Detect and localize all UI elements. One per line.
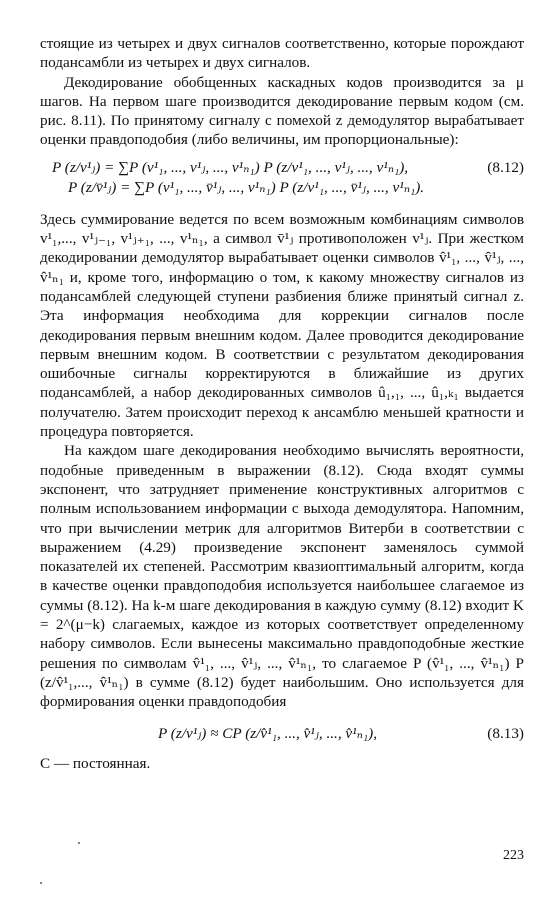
- equation-8-13-text: P (z/v¹ⱼ) ≈ CP (z/v̂¹₁, ..., v̂¹ⱼ, ..., v̂¹ₙ₁),: [158, 724, 378, 742]
- closing-line: C — постоянная.: [40, 754, 151, 772]
- paragraph-summation: Здесь суммирование ведется по всем возможным комбинациям символов v¹₁,..., v¹ⱼ₋₁, v¹ⱼ₊₁, ..., v¹ₙ₁, а символ v̄¹ⱼ противоположен v¹ⱼ. При жестком декодировании демодулятор вырабатывает оценки символов v̂¹₁, ..., v̂¹ⱼ, ..., v̂¹ₙ₁ и, кроме того, информацию о том, к какому множеству сигналов из подансамблей следующей ступени разбиения ближе принятый сигнал z. Эта информация необходима для коррекции сигналов после декодирования первым внешним кодом. Далее проводится декодирование первым внешним кодом. В соответствии с результатом декодирования ошибочные сигналы корректируются в ближайшие из других подансамблей, а набор декодированных символов û₁,₁, ..., û₁,ₖ₁ выдается получателю. Затем происходит переход к ансамблю меньшей кратности и процедура повторяется.: [40, 210, 524, 441]
- equation-8-12-line1: [40, 158, 524, 178]
- equation-8-12-line2: [40, 178, 524, 198]
- equation-8-13-number: (8.13): [487, 724, 524, 742]
- equation-8-13: [40, 724, 524, 744]
- equation-8-12-line1-text: P (z/v¹ⱼ) = ∑P (v¹₁, ..., v¹ⱼ, ..., v¹ₙ₁) P (z/v¹₁, ..., v¹ⱼ, ..., v¹ₙ₁),: [52, 158, 409, 176]
- speck-mark: [40, 882, 42, 884]
- text-top-fragment: стоящие из четырех и двух сигналов соответственно, которые порождают подансамбли из четырех и двух сигналов.: [40, 35, 524, 72]
- equation-8-12-number: (8.12): [487, 158, 524, 176]
- paragraph-decoding-intro: Декодирование обобщенных каскадных кодов производится за μ шагов. На первом шаге производится декодирование первым кодом (см. рис. 8.11). По принятому сигналу с помехой z демодулятор вырабатывает оценки правдоподобия (либо величины, им пропорциональные):: [40, 73, 524, 149]
- paragraph-quasioptimal: На каждом шаге декодирования необходимо вычислять вероятности, подобные приведенным в выражении (8.12). Сюда входят суммы экспонент, что затрудняет применение конструктивных алгоритмов с полным использованием информации с выхода демодулятора. Напомним, что при вычислении метрик для алгоритмов Витерби в соответствии с выражением (4.29) произведение экспонент заменялось суммой показателей их степеней. Рассмотрим квазиоптимальный алгоритм, когда в качестве оценки правдоподобия используется наибольшее слагаемое из суммы (8.12). На k-м шаге декодирования в каждую сумму (8.12) входит K = 2^(μ−k) слагаемых, каждое из которых соответствует определенному набору символов. Если вынесены максимально правдоподобные жесткие решения по символам v̂¹₁, ..., v̂¹ⱼ, ..., v̂¹ₙ₁, то слагаемое P (v̂¹₁, ..., v̂¹ₙ₁) P (z/v̂¹₁,..., v̂¹ₙ₁) в сумме (8.12) будет наибольшим. Оно используется для формирования оценки правдоподобия: [40, 442, 524, 711]
- page-number: 223: [503, 848, 524, 863]
- equation-8-12-line2-text: P (z/v̄¹ⱼ) = ∑P (v¹₁, ..., v̄¹ⱼ, ..., v¹ₙ₁) P (z/v¹₁, ..., v̄¹ⱼ, ..., v¹ₙ₁).: [68, 178, 425, 196]
- speck-mark: [78, 842, 80, 844]
